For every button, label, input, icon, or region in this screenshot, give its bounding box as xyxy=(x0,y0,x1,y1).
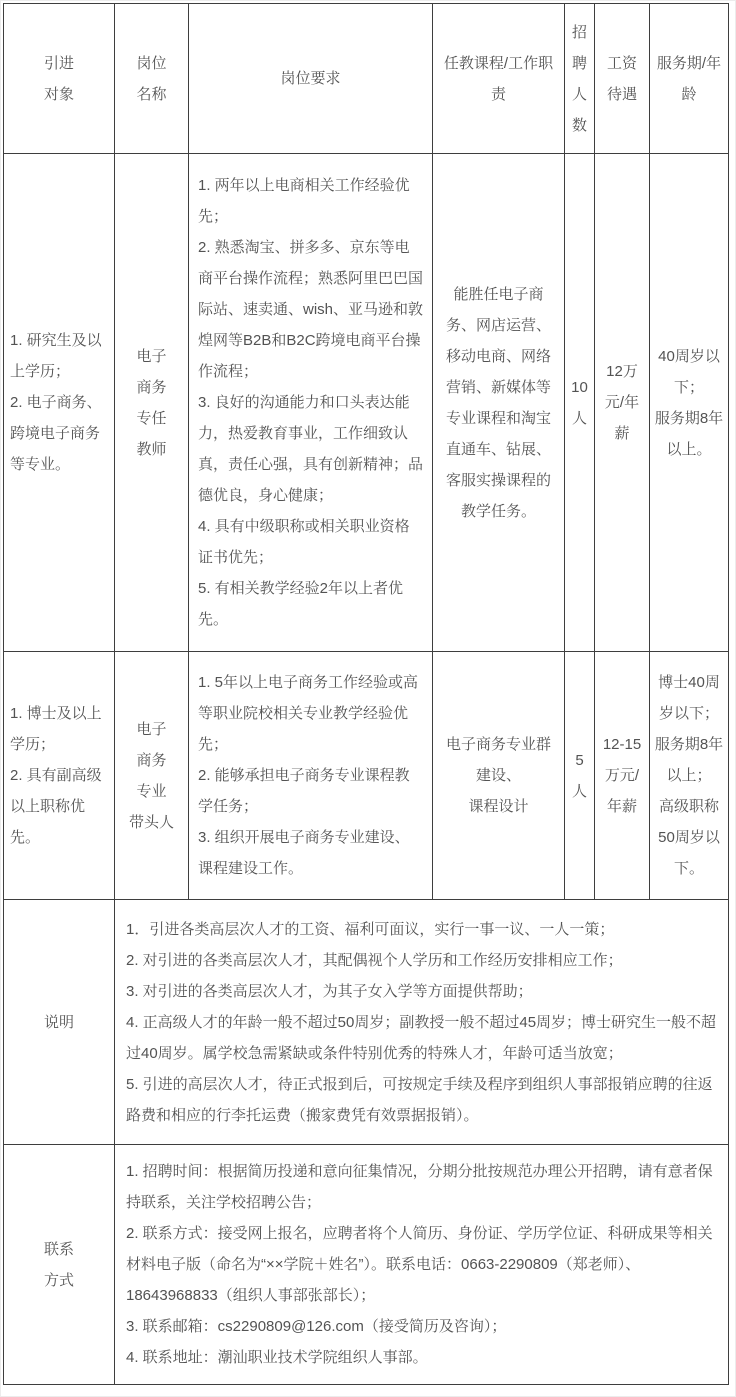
text-line: 专业 xyxy=(136,782,167,800)
contact-content-cell xyxy=(115,1145,729,1385)
text-line: 4. 具有中级职称或相关职业资格证书优先； xyxy=(198,518,410,566)
text-line: 岁以下； xyxy=(658,705,719,722)
text-line: 2. 能够承担电子商务专业课程教学任务； xyxy=(198,767,410,815)
cell-r2-requirements xyxy=(189,652,433,900)
text-line: 课程设计 xyxy=(468,798,529,815)
text-line: 名称 xyxy=(136,85,167,103)
text-line: 客服实操课程的 xyxy=(445,471,551,489)
text-line: 以上。 xyxy=(666,440,712,458)
text-line: 服务期8年 xyxy=(654,409,724,427)
text-line: 专任 xyxy=(136,409,167,427)
notes-content-cell xyxy=(115,900,729,1145)
cell-r1-headcount xyxy=(565,154,595,652)
text-line: 1. 研究生及以上学历； xyxy=(10,332,102,380)
cell-r1-position-name xyxy=(115,154,189,652)
text-line: 电子 xyxy=(136,347,167,365)
text-line: 50周岁以 xyxy=(658,829,720,846)
text-line: 能胜任电子商 xyxy=(453,285,544,303)
text-line: 建设、 xyxy=(475,767,521,784)
text-line: 3. 组织开展电子商务专业建设、课程建设工作。 xyxy=(198,829,410,877)
text-line: 3. 良好的沟通能力和口头表达能力，热爱教育事业，工作细致认真，责任心强，具有创新精神；品德优良，身心健康； xyxy=(198,394,424,504)
cell-r1-service-age xyxy=(650,154,729,652)
text-line: 人 xyxy=(571,409,587,427)
text-line: 4. 正高级人才的年龄一般不超过50周岁；副教授一般不超过45周岁；博士研究生一般不超过40周岁。属学校急需紧缺或条件特别优秀的特殊人才，年龄可适当放宽； xyxy=(126,1013,717,1062)
cell-r2-service-age xyxy=(650,652,729,900)
text-line: 服务期/年 xyxy=(656,54,722,72)
text-line: 1. 5年以上电子商务工作经验或高等职业院校相关专业教学经验优先； xyxy=(198,674,419,753)
text-line: 2. 熟悉淘宝、拼多多、京东等电商平台操作流程；熟悉阿里巴巴国际站、速卖通、wish、亚马逊和敦煌网等B2B和B2C跨境电商平台操作流程； xyxy=(198,239,424,380)
header-cell-headcount xyxy=(565,4,595,154)
text-line: 博士40周 xyxy=(658,674,720,691)
text-line: 引进 xyxy=(43,54,74,72)
text-line: 服务期8年 xyxy=(654,736,724,753)
contact-row xyxy=(4,1145,729,1385)
text-line: 2. 对引进的各类高层次人才，其配偶视个人学历和工作经历安排相应工作； xyxy=(126,951,623,969)
header-cell-service-age xyxy=(650,4,729,154)
cell-r1-requirements xyxy=(189,154,433,652)
text-line: 任教课程/工作职 xyxy=(443,54,554,72)
notes-row xyxy=(4,900,729,1145)
text-line: 10 xyxy=(571,378,588,396)
text-line: 联系 xyxy=(43,1240,74,1258)
text-line: 龄 xyxy=(681,85,697,103)
cell-r1-salary xyxy=(595,154,650,652)
text-line: 薪 xyxy=(614,425,630,442)
text-line: 商务 xyxy=(136,751,167,769)
cell-r2-intro-target xyxy=(4,652,115,900)
text-line: 12万 xyxy=(606,363,638,380)
text-line: 待遇 xyxy=(606,85,637,103)
recruitment-table xyxy=(3,3,729,1385)
notes-label: 说明 xyxy=(43,1013,74,1031)
text-line: 3. 对引进的各类高层次人才，为其子女入学等方面提供帮助； xyxy=(126,982,533,1000)
text-line: 聘 xyxy=(571,54,587,72)
text-line: 12-15 xyxy=(602,736,642,753)
header-cell-courses-duties xyxy=(433,4,565,154)
cell-r1-intro-target xyxy=(4,154,115,652)
cell-r2-salary xyxy=(595,652,650,900)
text-line: 4. 联系地址：潮汕职业技术学院组织人事部。 xyxy=(126,1349,428,1366)
text-line: 下。 xyxy=(673,860,704,877)
text-line: 1. 两年以上电商相关工作经验优先； xyxy=(198,177,410,225)
table-row-teacher xyxy=(4,154,729,652)
text-line: 1．引进各类高层次人才的工资、福利可面议，实行一事一议、一人一策； xyxy=(126,920,615,938)
text-line: 专业课程和淘宝 xyxy=(445,409,551,427)
text-line: 工资 xyxy=(606,54,637,72)
text-line: 责 xyxy=(490,85,506,103)
cell-r2-courses-duties xyxy=(433,652,565,900)
notes-label-cell xyxy=(4,900,115,1145)
text-line: 商务 xyxy=(136,378,167,396)
text-line: 营销、新媒体等 xyxy=(445,378,551,396)
cell-r2-position-name xyxy=(115,652,189,900)
header-cell-position-name xyxy=(115,4,189,154)
table-row-leader xyxy=(4,652,729,900)
text-line: 对象 xyxy=(43,85,74,103)
text-line: 直通车、钻展、 xyxy=(445,440,551,458)
text-line: 2. 电子商务、跨境电子商务等专业。 xyxy=(10,394,102,473)
text-line: 岗位 xyxy=(136,54,167,72)
header-cell-intro-target xyxy=(4,4,115,154)
cell-r1-courses-duties xyxy=(433,154,565,652)
text-line: 下； xyxy=(673,378,704,396)
text-line: 3. 联系邮箱：cs2290809@126.com（接受简历及咨询）； xyxy=(126,1318,507,1335)
text-line: 教师 xyxy=(136,440,167,458)
header-cell-requirements xyxy=(189,4,433,154)
text-line: 务、网店运营、 xyxy=(445,316,551,334)
text-line: 2. 联系方式：接受网上报名，应聘者将个人简历、身份证、学历学位证、科研成果等相关材料电子版（命名为“××学院＋姓名”）。联系电话：0663-2290809（郑老师）、18643968833（组织人事部张部长）； xyxy=(126,1225,713,1304)
text-line: 40周岁以 xyxy=(658,347,720,365)
text-line: 方式 xyxy=(43,1271,74,1289)
text-line: 电子 xyxy=(136,720,167,738)
text-line: 1. 招聘时间：根据简历投递和意向征集情况，分期分批按规范办理公开招聘，请有意者保持联系，关注学校招聘公告； xyxy=(126,1163,713,1211)
cell-r2-headcount xyxy=(565,652,595,900)
text-line: 移动电商、网络 xyxy=(445,347,551,365)
text-line: 1. 博士及以上学历； xyxy=(10,705,102,753)
text-line: 人 xyxy=(571,85,587,103)
text-line: 5. 有相关教学经验2年以上者优先。 xyxy=(198,580,404,628)
text-line: 电子商务专业群 xyxy=(445,736,551,753)
text-line: 岗位要求 xyxy=(280,70,341,87)
text-line: 带头人 xyxy=(128,813,174,831)
text-line: 2. 具有副高级以上职称优先。 xyxy=(10,767,102,846)
text-line: 高级职称 xyxy=(658,798,719,815)
text-line: 5. 引进的高层次人才，待正式报到后，可按规定手续及程序到组织人事部报销应聘的往返路费和相应的行李托运费（搬家费凭有效票据报销）。 xyxy=(126,1075,713,1124)
text-line: 数 xyxy=(571,116,587,134)
text-line: 教学任务。 xyxy=(460,502,536,520)
text-line: 人 xyxy=(571,782,587,800)
text-line: 5 xyxy=(575,751,584,769)
text-line: 年薪 xyxy=(606,798,637,815)
text-line: 万元/ xyxy=(604,767,640,784)
contact-label-cell xyxy=(4,1145,115,1385)
text-line: 招 xyxy=(571,23,587,41)
text-line: 元/年 xyxy=(604,394,640,411)
table-header-row xyxy=(4,4,729,154)
header-cell-salary xyxy=(595,4,650,154)
text-line: 以上； xyxy=(666,767,712,784)
